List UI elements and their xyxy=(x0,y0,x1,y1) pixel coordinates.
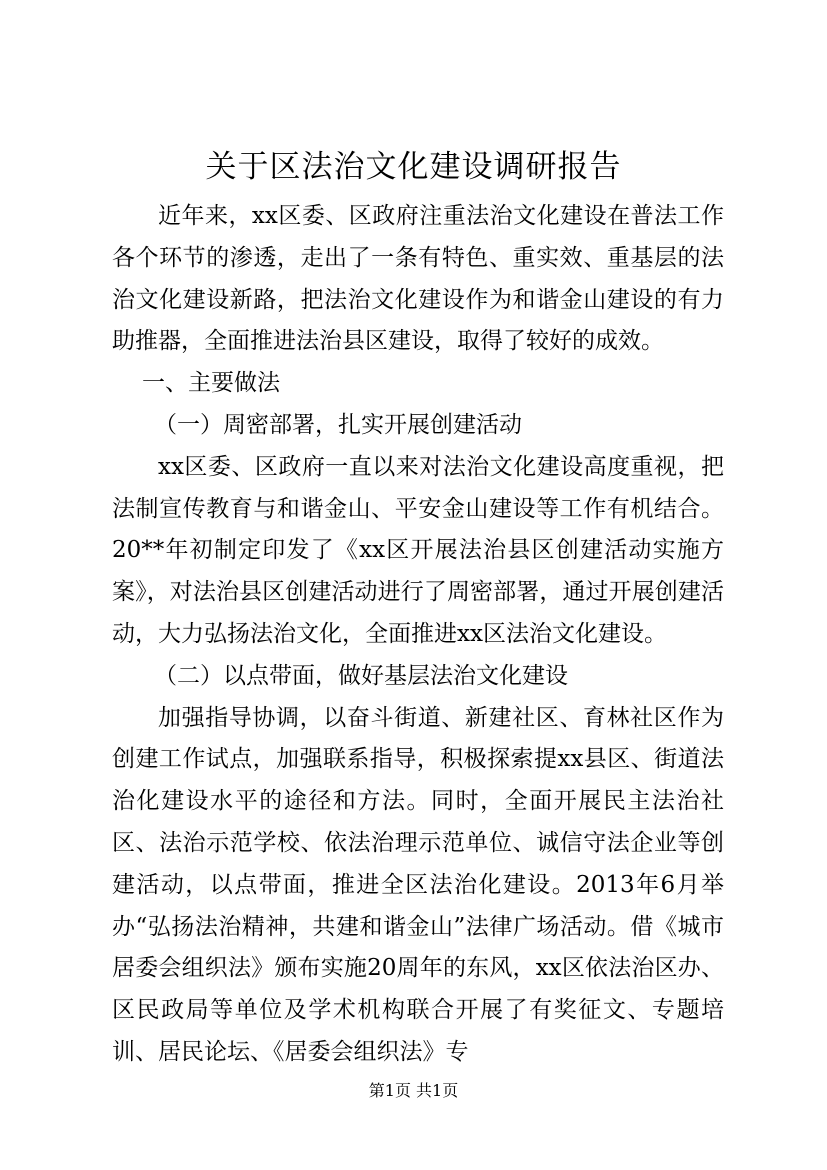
intro-paragraph: 近年来，xx区委、区政府注重法治文化建设在普法工作各个环节的渗透，走出了一条有特色、重实效、重基层的法治文化建设新路，把法治文化建设作为和谐金山建设的有力助推器，全面推进法治县区建设，取得了较好的成效。 xyxy=(112,203,724,355)
body-paragraph: xx区委、区政府一直以来对法治文化建设高度重视，把法制宣传教育与和谐金山、平安金山建设等工作有机结合。20**年初制定印发了《xx区开展法治县区创建活动实施方案》，对法治县区创建活动进行了周密部署，通过开展创建活动，大力弘扬法治文化，全面推进xx区法治文化建设。 xyxy=(112,453,724,647)
document-body xyxy=(112,196,724,1074)
body-paragraph: 加强指导协调，以奋斗街道、新建社区、育林社区作为创建工作试点，加强联系指导，积极探索提xx县区、街道法治化建设水平的途径和方法。同时，全面开展民主法治社区、法治示范学校、依法治理示范单位、诚信守法企业等创建活动，以点带面，推进全区法治化建设。2013年6月举办“弘扬法治精神，共建和谐金山”法律广场活动。借《城市居委会组织法》颁布实施20周年的东风，xx区依法治区办、区民政局等单位及学术机构联合开展了有奖征文、专题培训、居民论坛、《居委会组织法》专 xyxy=(112,704,724,1065)
page-footer: 第1页 共1页 xyxy=(368,1081,459,1100)
section-heading: 一、主要做法 xyxy=(142,370,280,397)
document-title: 关于区法治文化建设调研报告 xyxy=(205,149,622,185)
subsection-heading: （一）周密部署，扎实开展创建活动 xyxy=(154,411,522,438)
subsection-heading: （二）以点带面，做好基层法治文化建设 xyxy=(154,662,568,689)
